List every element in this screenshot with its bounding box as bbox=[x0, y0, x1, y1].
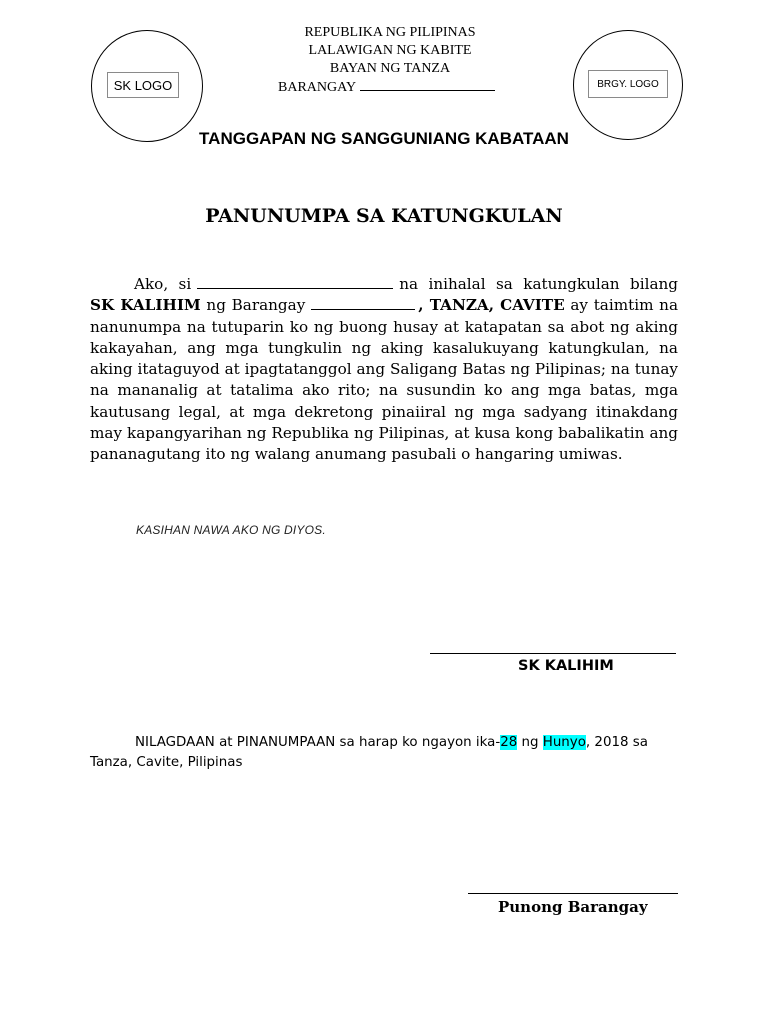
captain-signature-label: Punong Barangay bbox=[498, 898, 648, 916]
document-title: PANUNUMPA SA KATUNGKULAN bbox=[205, 205, 563, 227]
oath-paragraph bbox=[90, 274, 678, 466]
signing-day: 28 bbox=[500, 735, 518, 750]
signing-mid: ng bbox=[517, 735, 543, 750]
oath-barangay-blank bbox=[311, 295, 415, 310]
oath-barangay-text: ng Barangay bbox=[206, 296, 306, 315]
oath-position: SK KALIHIM bbox=[90, 296, 201, 315]
officer-name-blank bbox=[197, 274, 393, 289]
header-republic: REPUBLIKA NG PILIPINAS bbox=[304, 25, 476, 40]
signing-month: Hunyo bbox=[542, 735, 586, 750]
secretary-signature-line bbox=[430, 653, 676, 654]
closing-statement: KASIHAN NAWA AKO NG DIYOS. bbox=[136, 523, 326, 537]
signing-suffix: , 2018 sa Tanza, Cavite, Pilipinas bbox=[90, 735, 648, 770]
oath-intro: Ako, si bbox=[134, 275, 192, 293]
document-header bbox=[200, 24, 580, 96]
barangay-logo-label: BRGY. LOGO bbox=[597, 78, 659, 90]
barangay-logo-placeholder bbox=[588, 70, 668, 98]
oath-location: , TANZA, CAVITE bbox=[418, 296, 565, 315]
sk-logo-placeholder bbox=[107, 72, 179, 98]
signing-prefix: NILAGDAAN at PINANUMPAAN sa harap ko ngayon ika- bbox=[135, 735, 501, 750]
header-province: LALAWIGAN NG KABITE bbox=[308, 43, 472, 58]
secretary-signature-label: SK KALIHIM bbox=[518, 658, 614, 674]
office-heading: TANGGAPAN NG SANGGUNIANG KABATAAN bbox=[199, 129, 569, 148]
sk-logo-label: SK LOGO bbox=[113, 77, 173, 93]
signing-statement bbox=[90, 733, 690, 773]
oath-elected-text: na inihalal sa katungkulan bilang bbox=[399, 275, 678, 293]
header-barangay-label: BARANGAY bbox=[278, 80, 357, 95]
header-barangay-line bbox=[200, 78, 580, 96]
header-municipality: BAYAN NG TANZA bbox=[329, 61, 451, 76]
oath-body-text: ay taimtim na nanunumpa na tutuparin ko ng buong husay at katapatan sa abot ng aking kakayahan, ang mga tungkulin ng aking kasalukuyang katungkulan, na aking itataguyod at ipagtatanggol ang Saligang Batas ng Pilipinas; na tunay na mananalig at tatalima ako rito; na susundin ko ang mga batas, mga kautusang legal, at mga dekretong pinaiiral ng mga sadyang itinakdang may kapangyarihan ng Republika ng Pilipinas, at kusa kong babalikatin ang pananagutang ito ng walang anumang pasubali o hangaring umiwas. bbox=[90, 296, 678, 464]
barangay-name-blank bbox=[360, 78, 495, 91]
captain-signature-line bbox=[468, 893, 678, 894]
